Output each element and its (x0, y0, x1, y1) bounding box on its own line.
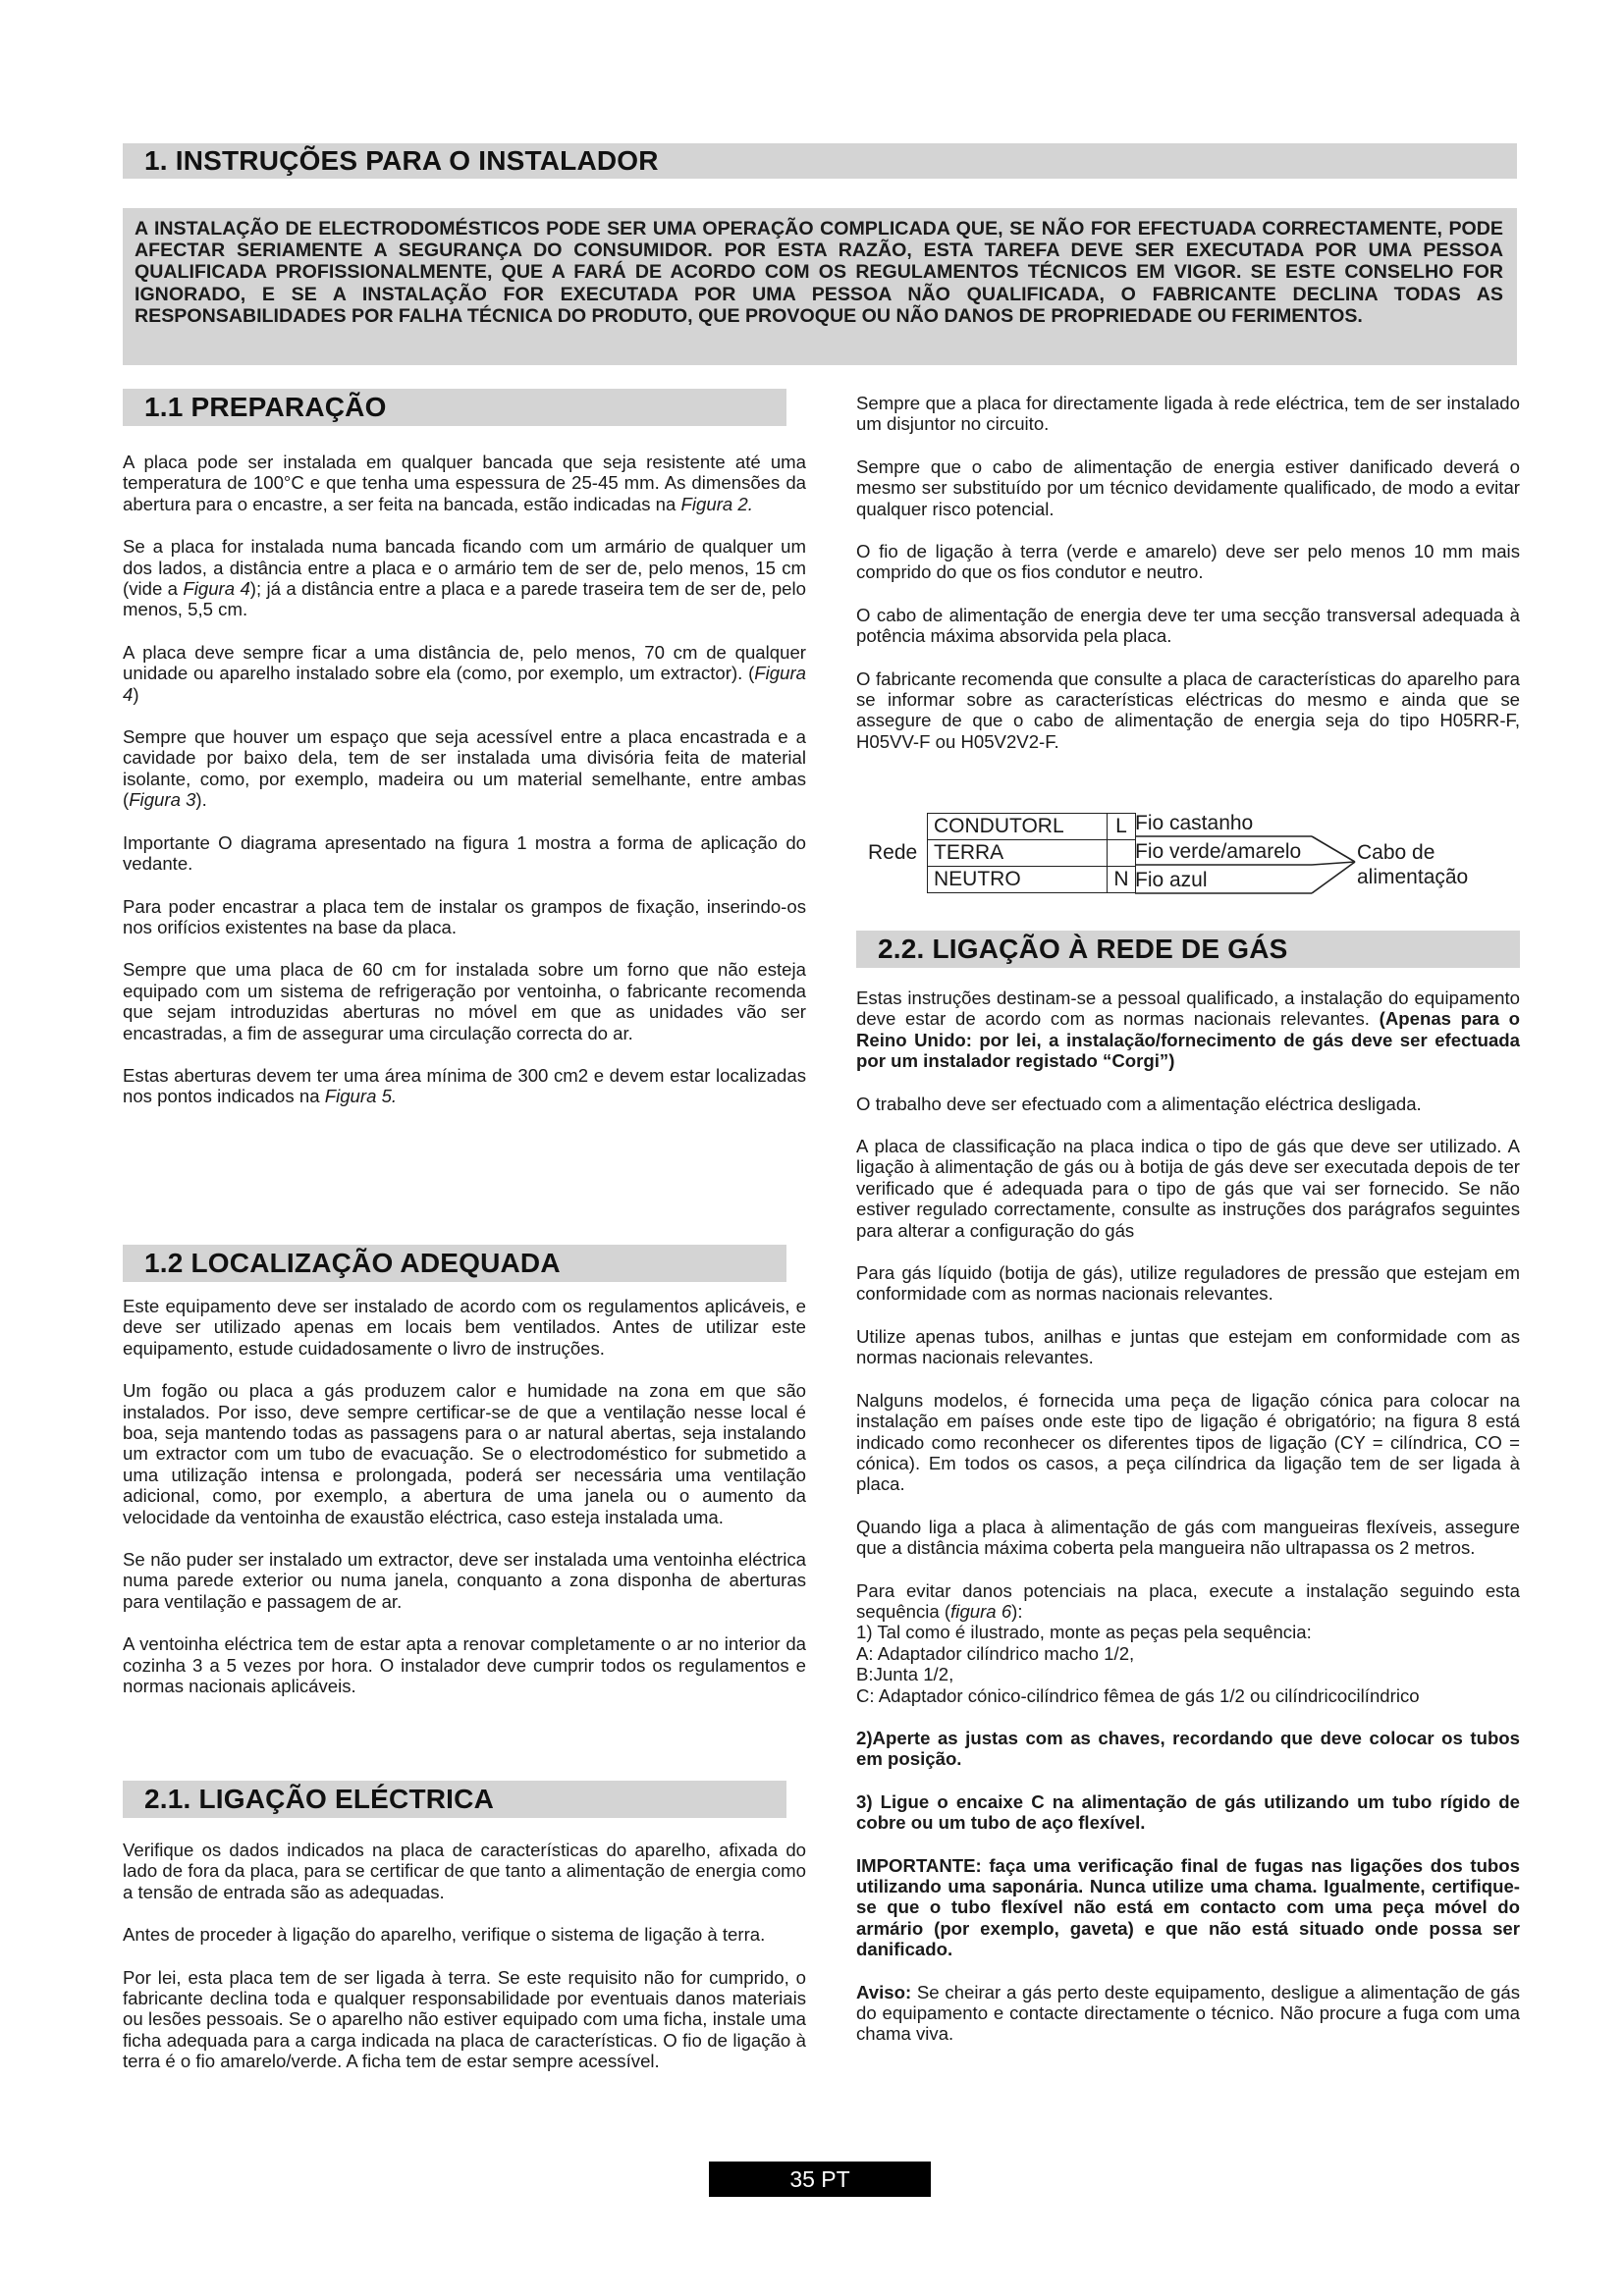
installation-warning (123, 208, 1517, 365)
paragraph: Se a placa for instalada numa bancada ficando com um armário de qualquer um dos lados, a distância entre a placa e o armário tem de ser de, pelo menos, 15 cm (vide a Figura 4); já a distância entre a placa e a parede traseira tem de ser de, pelo menos, 5,5 cm. (123, 536, 806, 620)
table-row (928, 867, 1136, 893)
left-column-electrica (123, 1840, 806, 2094)
paragraph: A placa deve sempre ficar a uma distância de, pelo menos, 70 cm de qualquer unidade ou aparelho instalado sobre ela (como, por exemplo, um extractor). (Figura 4) (123, 641, 806, 705)
heading-localizacao: 1.2 LOCALIZAÇÃO ADEQUADA (123, 1245, 786, 1282)
paragraph: Estas aberturas devem ter uma área mínima de 300 cm2 e devem estar localizadas nos pontos indicados na Figura 5. (123, 1064, 806, 1107)
paragraph: 3) Ligue o encaixe C na alimentação de gás utilizando um tubo rígido de cobre ou um tubo de aço flexível. (856, 1790, 1520, 1834)
heading-ligacao-electrica: 2.1. LIGAÇÃO ELÉCTRICA (123, 1781, 786, 1818)
paragraph: Utilize apenas tubos, anilhas e juntas que estejam em conformidade com as normas nacionais relevantes. (856, 1325, 1520, 1368)
paragraph: Para gás líquido (botija de gás), utilize reguladores de pressão que estejam em conformidade com as normas nacionais relevantes. (856, 1262, 1520, 1305)
main-heading: 1. INSTRUÇÕES PARA O INSTALADOR (123, 143, 1517, 179)
left-column-localizacao (123, 1296, 806, 1719)
wire-code (1108, 840, 1136, 867)
page-number: 35 PT (709, 2162, 931, 2197)
paragraph: Se não puder ser instalado um extractor, deve ser instalada uma ventoinha eléctrica numa parede exterior ou numa janela, conquanto a zona disponha de aberturas para ventilação e passagem de ar. (123, 1549, 806, 1612)
paragraph: Quando liga a placa à alimentação de gás com mangueiras flexíveis, assegure que a distância máxima coberta pela mangueira não ultrapassa os 2 metros. (856, 1516, 1520, 1559)
wiring-diagram (844, 803, 1512, 901)
paragraph: Para poder encastrar a placa tem de instalar os grampos de fixação, inserindo-os nos orifícios existentes na base da placa. (123, 895, 806, 937)
paragraph: Verifique os dados indicados na placa de características do aparelho, afixada do lado de fora da placa, para se certificar de que tanto a alimentação de energia como a tensão de entrada são as adequadas. (123, 1840, 806, 1902)
sequence-item: C: Adaptador cónico-cilíndrico fêmea de gás 1/2 ou cilíndricocilíndrico (856, 1684, 1420, 1706)
wire-name: NEUTRO (928, 867, 1108, 893)
heading-preparacao: 1.1 PREPARAÇÃO (123, 389, 786, 426)
paragraph: Sempre que houver um espaço que seja acessível entre a placa encastrada e a cavidade por baixo dela, tem de ser instalada uma divisória feita de material isolante, como, por exemplo, madeira ou um material semelhante, entre ambas (Figura 3). (123, 726, 806, 811)
paragraph: Um fogão ou placa a gás produzem calor e humidade na zona em que são instalados. Por isso, deve sempre certificar-se de que a ventilação nesse local é boa, seja mantendo todas as passagens para o ar natural abertas, seja instalando um extractor com um tubo de evacuação. Se o electrodoméstico for submetido a uma utilização intensa e prolongada, poderá ser necessária uma ventilação adicional, como, por exemplo, a abertura de uma janela ou o aumento da velocidade da ventoinha de exaustão eléctrica, caso esteja instalada uma. (123, 1380, 806, 1527)
paragraph: Este equipamento deve ser instalado de acordo com os regulamentos aplicáveis, e deve ser utilizado apenas em locais bem ventilados. Antes de utilizar este equipamento, estude cuidadosamente o livro de instruções. (123, 1296, 806, 1359)
rede-label: Rede (868, 841, 918, 864)
paragraph: Por lei, esta placa tem de ser ligada à terra. Se este requisito não for cumprido, o fabricante declina toda e qualquer responsabilidade por eventuais danos materiais ou lesões pessoais. Se o aparelho não estiver equipado com uma ficha, instale uma ficha adequada para a carga indicada na placa de características. O fio de ligação à terra é o fio amarelo/verde. A ficha tem de estar sempre acessível. (123, 1966, 806, 2072)
paragraph: Estas instruções destinam-se a pessoal qualificado, a instalação do equipamento deve estar de acordo com as normas nacionais relevantes. (Apenas para o Reino Unido: por lei, a instalação/fornecimento de gás deve ser efectuada por um instalador registado “Corgi”) (856, 988, 1521, 1072)
sequence-item: B:Junta 1/2, (856, 1664, 954, 1685)
paragraph: Antes de proceder à ligação do aparelho, verifique o sistema de ligação à terra. (123, 1924, 766, 1946)
sequence-item: A: Adaptador cilíndrico macho 1/2, (856, 1642, 1135, 1664)
paragraph: Sempre que a placa for directamente ligada à rede eléctrica, tem de ser instalado um disjuntor no circuito. (856, 393, 1520, 435)
cabo-line: alimentação (1357, 866, 1469, 888)
cabo-label (1357, 840, 1468, 889)
wire-name: CONDUTORL (928, 814, 1108, 840)
cabo-line: Cabo de (1357, 841, 1435, 864)
wire-colour: Fio verde/amarelo (1135, 840, 1302, 863)
wire-name: TERRA (928, 840, 1108, 867)
paragraph: IMPORTANTE: faça uma verificação final de fugas nas ligações dos tubos utilizando uma saponária. Nunca utilize uma chama. Igualmente, certifique-se que o tubo flexível não está em contacto com uma peça móvel do armário (por exemplo, gaveta) e que não está situado onde possa ser danificado. (856, 1854, 1520, 1960)
paragraph: Para evitar danos potenciais na placa, execute a instalação seguindo esta sequência (figura 6): (856, 1579, 1520, 1622)
paragraph: Sempre que uma placa de 60 cm for instalada sobre um forno que não esteja equipado com um sistema de refrigeração por ventoinha, o fabricante recomenda que sejam introduzidas aberturas no móvel em que as unidades vão ser encastradas, a fim de assegurar uma circulação correcta do ar. (123, 959, 806, 1043)
left-column-preparacao (123, 452, 806, 1129)
table-row (928, 840, 1136, 867)
paragraph: A placa pode ser instalada em qualquer bancada que seja resistente até uma temperatura de 100°C e que tenha uma espessura de 25-45 mm. As dimensões da abertura para o encastre, a ser feita na bancada, estão indicadas na Figura 2. (123, 452, 806, 514)
paragraph: O fio de ligação à terra (verde e amarelo) deve ser pelo menos 10 mm mais comprido do que os fios condutor e neutro. (856, 541, 1520, 583)
paragraph: 2)Aperte as justas com as chaves, recordando que deve colocar os tubos em posição. (856, 1727, 1520, 1770)
paragraph: Sempre que o cabo de alimentação de energia estiver danificado deverá o mesmo ser substituído por um técnico devidamente qualificado, de modo a evitar qualquer risco potencial. (856, 455, 1520, 519)
wire-code: N (1108, 867, 1136, 893)
wire-colour: Fio azul (1135, 869, 1208, 891)
paragraph: A ventoinha eléctrica tem de estar apta a renovar completamente o ar no interior da cozinha 3 a 5 vezes por hora. O instalador deve cumprir todos os regulamentos e normas nacionais aplicáveis. (123, 1633, 806, 1697)
sequence-step: 1) Tal como é ilustrado, monte as peças pela sequência: (856, 1622, 1312, 1643)
right-column-electrica (856, 393, 1520, 774)
heading-ligacao-gas: 2.2. LIGAÇÃO À REDE DE GÁS (856, 931, 1520, 968)
right-column-gas (856, 988, 1520, 2066)
paragraph: O fabricante recomenda que consulte a placa de características do aparelho para se informar sobre as características eléctricas do mesmo e ainda que se assegure de que o cabo de alimentação de energia seja do tipo H05RR-F, H05VV-F ou H05V2V2-F. (856, 667, 1520, 752)
table-row (928, 814, 1136, 840)
wiring-table (927, 813, 1136, 893)
paragraph: Aviso: Se cheirar a gás perto deste equipamento, desligue a alimentação de gás do equipamento e contacte directamente o técnico. Não procure a fuga com uma chama viva. (856, 1981, 1520, 2045)
paragraph: A placa de classificação na placa indica o tipo de gás que deve ser utilizado. A ligação à alimentação de gás ou à botija de gás deve ser executada depois de ter verificado que é adequada para o tipo de gás que vai ser fornecido. Se não estiver regulado correctamente, consulte as instruções dos parágrafos seguintes para alterar a configuração do gás (856, 1136, 1520, 1241)
wire-colour: Fio castanho (1135, 812, 1254, 834)
wire-code: L (1108, 814, 1136, 840)
paragraph: O trabalho deve ser efectuado com a alimentação eléctrica desligada. (856, 1093, 1422, 1114)
warning-text: A INSTALAÇÃO DE ELECTRODOMÉSTICOS PODE SER UMA OPERAÇÃO COMPLICADA QUE, SE NÃO FOR EFECTUADA CORRECTAMENTE, PODE AFECTAR SERIAMENTE A SEGURANÇA DO CONSUMIDOR. POR ESTA RAZÃO, ESTA TAREFA DEVE SER EXECUTADA POR UMA PESSOA QUALIFICADA PROFISSIONALMENTE, QUE A FARÁ DE ACORDO COM OS REGULAMENTOS TÉCNICOS EM VIGOR. SE ESTE CONSELHO FOR IGNORADO, E SE A INSTALAÇÃO FOR EXECUTADA POR UMA PESSOA NÃO QUALIFICADA, O FABRICANTE DECLINA TODAS AS RESPONSABILIDADES POR FALHA TÉCNICA DO PRODUTO, QUE PROVOQUE OU NÃO DANOS DE PROPRIEDADE OU FERIMENTOS. (135, 218, 1503, 327)
paragraph: Nalguns modelos, é fornecida uma peça de ligação cónica para colocar na instalação em países onde este tipo de ligação é obrigatório; na figura 8 está indicado como reconhecer os diferentes tipos de ligação (CY = cilíndrica, CO = cónica). Em todos os casos, a peça cilíndrica da ligação tem de ser ligada à placa. (856, 1389, 1520, 1495)
paragraph: O cabo de alimentação de energia deve ter uma secção transversal adequada à potência máxima absorvida pela placa. (856, 604, 1520, 647)
paragraph: Importante O diagrama apresentado na figura 1 mostra a forma de aplicação do vedante. (123, 831, 806, 875)
